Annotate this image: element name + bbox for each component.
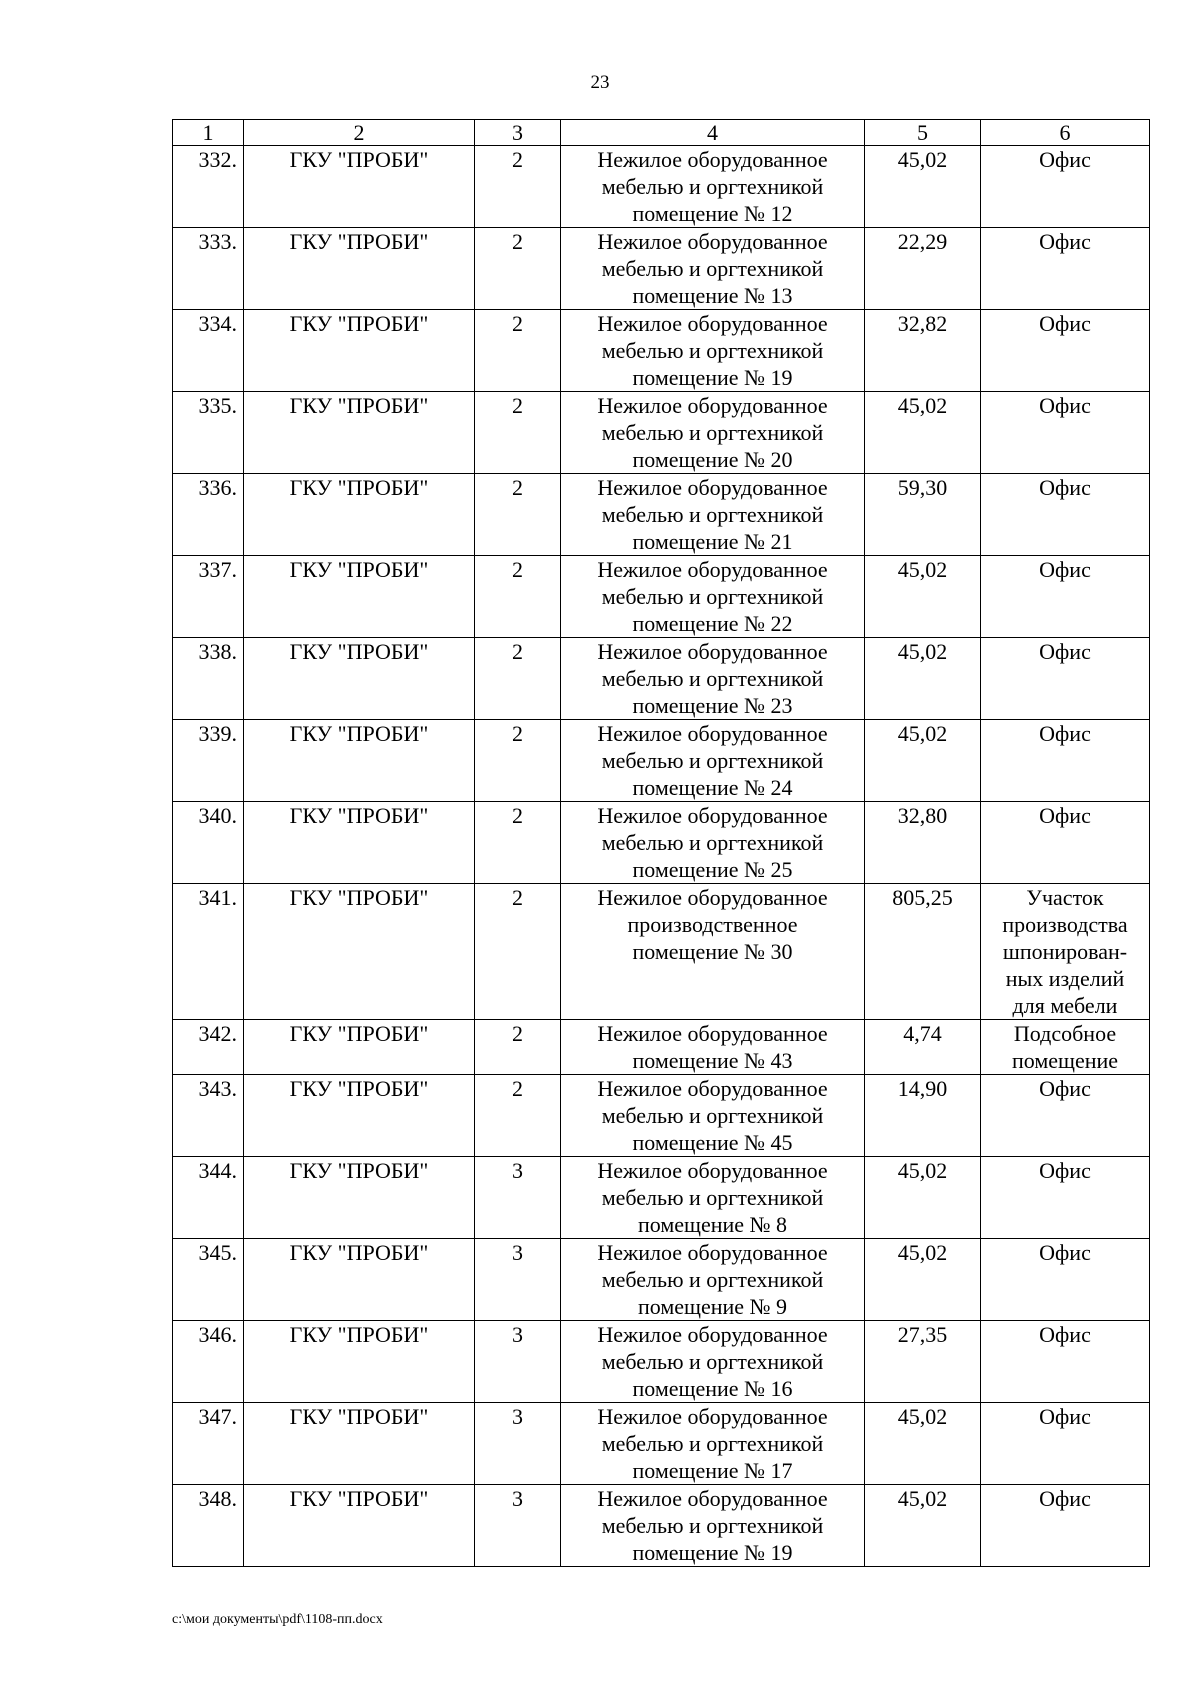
cell-description: Нежилое оборудованное производственное помещение № 30 — [561, 884, 865, 1020]
cell-area: 45,02 — [865, 638, 981, 720]
cell-floor: 3 — [475, 1157, 561, 1239]
cell-organization: ГКУ "ПРОБИ" — [244, 146, 475, 228]
column-header-2: 2 — [244, 120, 475, 146]
cell-purpose: Офис — [981, 1075, 1150, 1157]
cell-number: 344. — [173, 1157, 244, 1239]
cell-purpose: Офис — [981, 1485, 1150, 1567]
cell-area: 45,02 — [865, 1485, 981, 1567]
cell-floor: 3 — [475, 1485, 561, 1567]
cell-purpose: Офис — [981, 392, 1150, 474]
cell-organization: ГКУ "ПРОБИ" — [244, 1020, 475, 1075]
cell-description: Нежилое оборудованное мебелью и оргтехникой помещение № 45 — [561, 1075, 865, 1157]
cell-number: 337. — [173, 556, 244, 638]
cell-purpose: Офис — [981, 474, 1150, 556]
cell-purpose: Офис — [981, 720, 1150, 802]
cell-number: 338. — [173, 638, 244, 720]
cell-description: Нежилое оборудованное мебелью и оргтехникой помещение № 23 — [561, 638, 865, 720]
table-row — [173, 474, 1150, 556]
cell-purpose: Офис — [981, 1403, 1150, 1485]
column-header-1: 1 — [173, 120, 244, 146]
table-row — [173, 1403, 1150, 1485]
cell-organization: ГКУ "ПРОБИ" — [244, 1239, 475, 1321]
cell-number: 335. — [173, 392, 244, 474]
cell-floor: 2 — [475, 146, 561, 228]
cell-purpose: Подсобное помещение — [981, 1020, 1150, 1075]
table-row — [173, 802, 1150, 884]
cell-area: 45,02 — [865, 1403, 981, 1485]
cell-floor: 2 — [475, 884, 561, 1020]
table-row — [173, 720, 1150, 802]
cell-area: 45,02 — [865, 720, 981, 802]
cell-description: Нежилое оборудованное мебелью и оргтехникой помещение № 21 — [561, 474, 865, 556]
cell-area: 4,74 — [865, 1020, 981, 1075]
cell-area: 59,30 — [865, 474, 981, 556]
cell-floor: 2 — [475, 1075, 561, 1157]
cell-area: 32,80 — [865, 802, 981, 884]
cell-organization: ГКУ "ПРОБИ" — [244, 1157, 475, 1239]
cell-area: 45,02 — [865, 1239, 981, 1321]
table-row — [173, 228, 1150, 310]
table-row — [173, 146, 1150, 228]
cell-floor: 3 — [475, 1321, 561, 1403]
cell-area: 805,25 — [865, 884, 981, 1020]
cell-purpose: Офис — [981, 310, 1150, 392]
cell-floor: 2 — [475, 1020, 561, 1075]
table-row — [173, 310, 1150, 392]
cell-number: 339. — [173, 720, 244, 802]
cell-number: 343. — [173, 1075, 244, 1157]
table-row — [173, 1075, 1150, 1157]
cell-number: 345. — [173, 1239, 244, 1321]
cell-purpose: Участок производства шпонирован- ных изделий для мебели — [981, 884, 1150, 1020]
cell-number: 346. — [173, 1321, 244, 1403]
cell-description: Нежилое оборудованное мебелью и оргтехникой помещение № 25 — [561, 802, 865, 884]
cell-area: 45,02 — [865, 392, 981, 474]
cell-floor: 2 — [475, 474, 561, 556]
cell-description: Нежилое оборудованное мебелью и оргтехникой помещение № 16 — [561, 1321, 865, 1403]
cell-number: 340. — [173, 802, 244, 884]
cell-number: 334. — [173, 310, 244, 392]
cell-purpose: Офис — [981, 1321, 1150, 1403]
table-row — [173, 556, 1150, 638]
table-row — [173, 392, 1150, 474]
cell-floor: 2 — [475, 720, 561, 802]
table-body — [173, 146, 1150, 1567]
cell-floor: 2 — [475, 802, 561, 884]
cell-floor: 3 — [475, 1239, 561, 1321]
cell-organization: ГКУ "ПРОБИ" — [244, 884, 475, 1020]
cell-description: Нежилое оборудованное мебелью и оргтехникой помещение № 13 — [561, 228, 865, 310]
cell-area: 27,35 — [865, 1321, 981, 1403]
cell-floor: 3 — [475, 1403, 561, 1485]
property-table — [172, 119, 1150, 1567]
cell-number: 348. — [173, 1485, 244, 1567]
cell-floor: 2 — [475, 310, 561, 392]
cell-organization: ГКУ "ПРОБИ" — [244, 556, 475, 638]
cell-area: 45,02 — [865, 556, 981, 638]
cell-description: Нежилое оборудованное мебелью и оргтехникой помещение № 9 — [561, 1239, 865, 1321]
table-row — [173, 1321, 1150, 1403]
footer-file-path: c:\мои документы\pdf\1108-пп.docx — [172, 1612, 383, 1627]
cell-floor: 2 — [475, 638, 561, 720]
cell-purpose: Офис — [981, 228, 1150, 310]
cell-area: 22,29 — [865, 228, 981, 310]
cell-purpose: Офис — [981, 1239, 1150, 1321]
cell-organization: ГКУ "ПРОБИ" — [244, 310, 475, 392]
cell-description: Нежилое оборудованное мебелью и оргтехникой помещение № 12 — [561, 146, 865, 228]
cell-number: 333. — [173, 228, 244, 310]
cell-description: Нежилое оборудованное помещение № 43 — [561, 1020, 865, 1075]
column-header-5: 5 — [865, 120, 981, 146]
cell-floor: 2 — [475, 556, 561, 638]
cell-organization: ГКУ "ПРОБИ" — [244, 720, 475, 802]
cell-area: 45,02 — [865, 146, 981, 228]
cell-organization: ГКУ "ПРОБИ" — [244, 474, 475, 556]
cell-number: 347. — [173, 1403, 244, 1485]
cell-floor: 2 — [475, 228, 561, 310]
page-number: 23 — [590, 72, 610, 93]
cell-area: 32,82 — [865, 310, 981, 392]
table-row — [173, 638, 1150, 720]
cell-description: Нежилое оборудованное мебелью и оргтехникой помещение № 22 — [561, 556, 865, 638]
cell-number: 341. — [173, 884, 244, 1020]
table-row — [173, 1157, 1150, 1239]
cell-number: 342. — [173, 1020, 244, 1075]
cell-description: Нежилое оборудованное мебелью и оргтехникой помещение № 19 — [561, 1485, 865, 1567]
cell-organization: ГКУ "ПРОБИ" — [244, 1321, 475, 1403]
table-row — [173, 884, 1150, 1020]
cell-description: Нежилое оборудованное мебелью и оргтехникой помещение № 20 — [561, 392, 865, 474]
cell-purpose: Офис — [981, 146, 1150, 228]
cell-purpose: Офис — [981, 1157, 1150, 1239]
table-row — [173, 1485, 1150, 1567]
cell-floor: 2 — [475, 392, 561, 474]
cell-description: Нежилое оборудованное мебелью и оргтехникой помещение № 8 — [561, 1157, 865, 1239]
cell-area: 45,02 — [865, 1157, 981, 1239]
cell-area: 14,90 — [865, 1075, 981, 1157]
header-row — [173, 120, 1150, 146]
cell-organization: ГКУ "ПРОБИ" — [244, 802, 475, 884]
cell-purpose: Офис — [981, 556, 1150, 638]
cell-organization: ГКУ "ПРОБИ" — [244, 1075, 475, 1157]
cell-organization: ГКУ "ПРОБИ" — [244, 1403, 475, 1485]
cell-organization: ГКУ "ПРОБИ" — [244, 228, 475, 310]
column-header-4: 4 — [561, 120, 865, 146]
cell-description: Нежилое оборудованное мебелью и оргтехникой помещение № 17 — [561, 1403, 865, 1485]
table-row — [173, 1020, 1150, 1075]
cell-description: Нежилое оборудованное мебелью и оргтехникой помещение № 24 — [561, 720, 865, 802]
cell-organization: ГКУ "ПРОБИ" — [244, 638, 475, 720]
cell-number: 336. — [173, 474, 244, 556]
column-header-6: 6 — [981, 120, 1150, 146]
cell-organization: ГКУ "ПРОБИ" — [244, 1485, 475, 1567]
column-header-3: 3 — [475, 120, 561, 146]
cell-description: Нежилое оборудованное мебелью и оргтехникой помещение № 19 — [561, 310, 865, 392]
table-row — [173, 1239, 1150, 1321]
cell-purpose: Офис — [981, 802, 1150, 884]
cell-purpose: Офис — [981, 638, 1150, 720]
cell-organization: ГКУ "ПРОБИ" — [244, 392, 475, 474]
cell-number: 332. — [173, 146, 244, 228]
